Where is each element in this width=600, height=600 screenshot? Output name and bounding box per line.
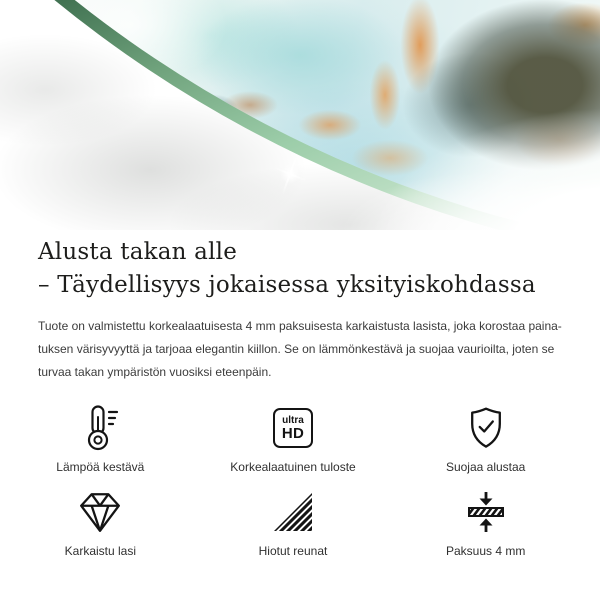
description-line: Tuote on valmistettu korkealaatuisesta 4 mm paksuisesta karkaistusta lasista, joka korostaa paina-	[38, 319, 562, 333]
sparkle-highlight-icon	[268, 152, 312, 196]
feature-thickness-4mm	[389, 488, 582, 558]
title-line-2: – Täydellisyys jokaisessa yksityiskohdassa	[38, 272, 536, 298]
feature-label: Karkaistu lasi	[64, 544, 137, 558]
thickness-icon	[464, 490, 508, 534]
feature-label: Lämpöä kestävä	[56, 460, 145, 474]
title-line-1: Alusta takan alle	[38, 239, 238, 265]
feature-label: Korkealaatuinen tuloste	[230, 460, 356, 474]
diamond-icon	[77, 489, 123, 535]
feature-ultra-hd-print	[197, 404, 390, 474]
description-line: tuksen värisyvyyttä ja tarjoaa elegantin kiillon. Se on lämmönkestävä ja suojaa vaurioilta, joten se	[38, 342, 555, 356]
feature-polished-edges	[197, 488, 390, 558]
feature-label: Suojaa alustaa	[445, 460, 526, 474]
hero-product-image	[0, 0, 600, 230]
feature-grid	[0, 404, 600, 558]
polished-edges-icon	[271, 490, 315, 534]
page-title	[38, 236, 562, 302]
shield-check-icon	[465, 405, 507, 451]
feature-protects-surface	[389, 404, 582, 474]
description-line: turvaa takan ympäristön vuosiksi eteenpäin.	[38, 365, 272, 379]
feature-tempered-glass	[4, 488, 197, 558]
feature-label: Hiotut reunat	[258, 544, 328, 558]
thermometer-icon	[78, 404, 122, 452]
product-description	[38, 315, 562, 384]
ultra-hd-icon: ultra HD	[273, 408, 313, 448]
feature-heat-resistant	[4, 404, 197, 474]
feature-label: Paksuus 4 mm	[445, 544, 526, 558]
